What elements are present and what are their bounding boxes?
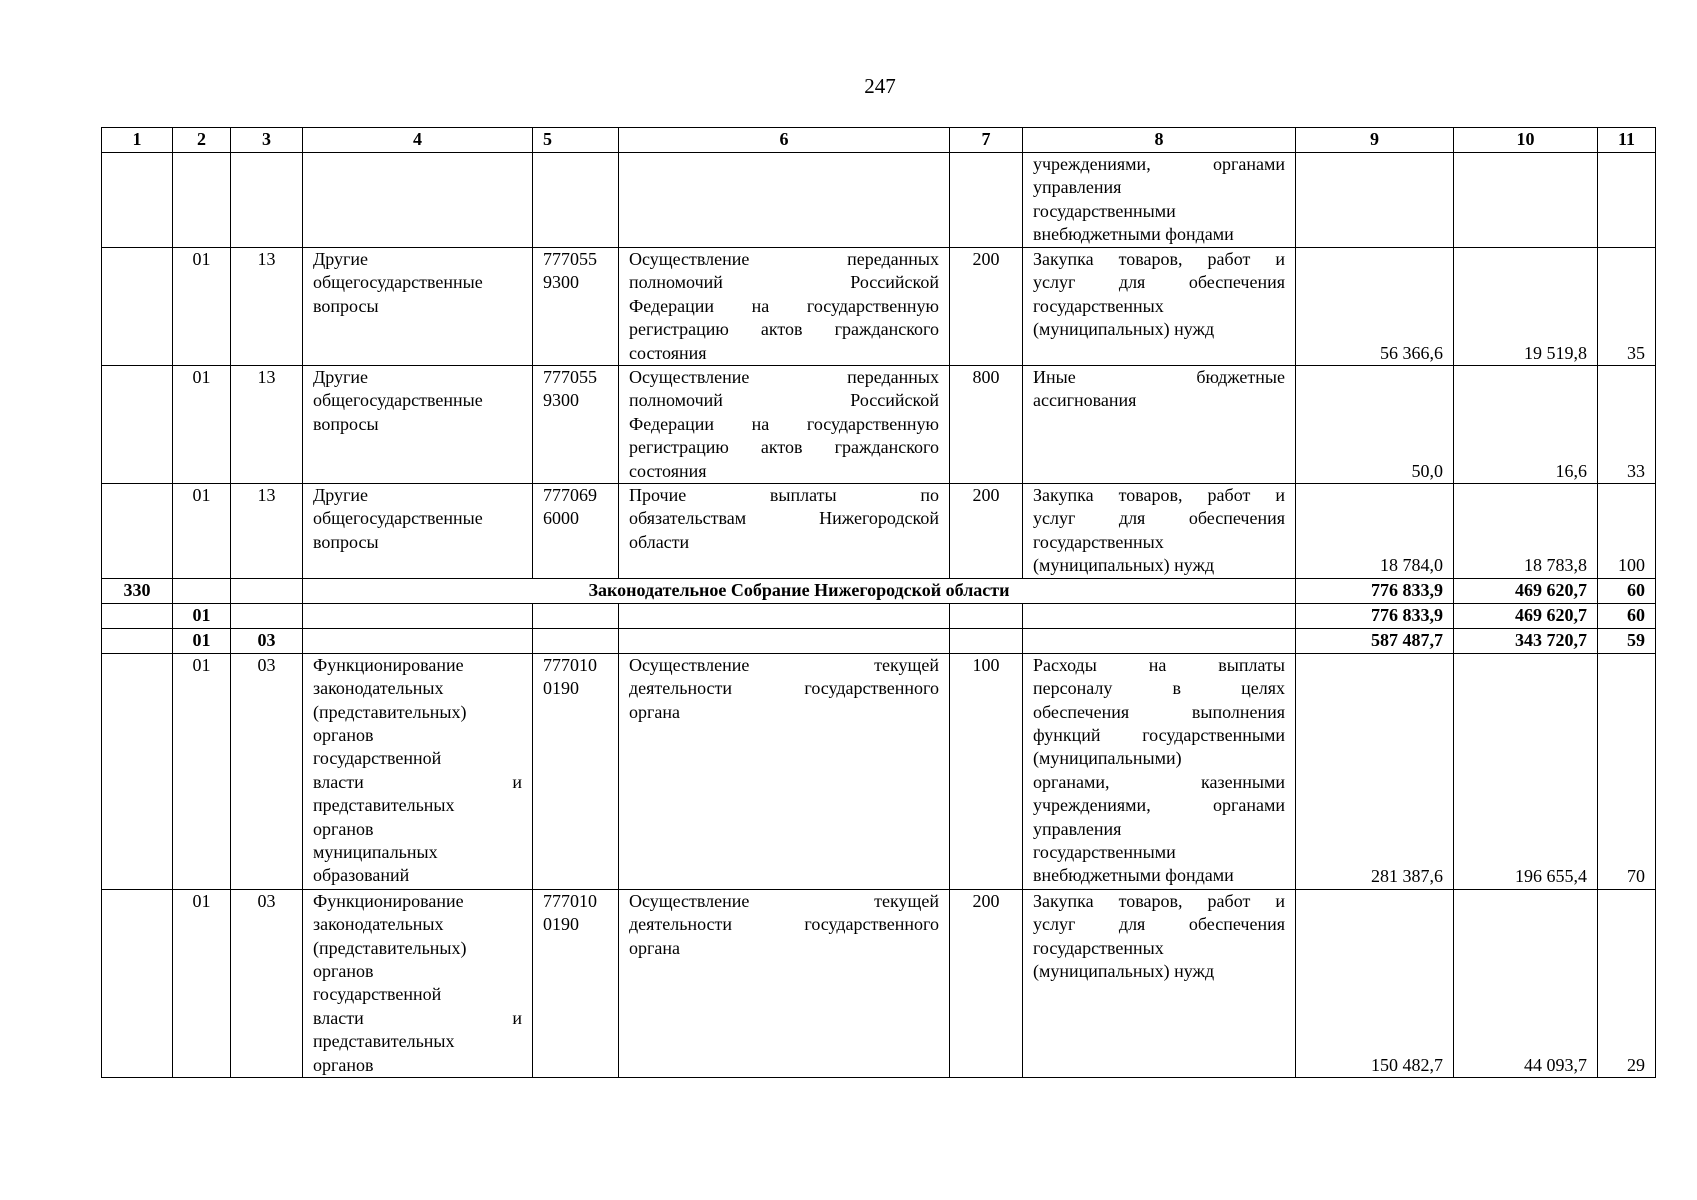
- table-row: [102, 653, 1656, 889]
- executed-amount: 469 620,7: [1454, 603, 1598, 628]
- subsection-code: 03: [231, 889, 303, 1077]
- expense-type-name: Иные бюджетные ассигнования: [1023, 366, 1296, 484]
- section-code: 01: [173, 889, 231, 1077]
- planned-amount: 18 784,0: [1296, 484, 1454, 579]
- target-article-code: 777055 9300: [533, 366, 619, 484]
- expense-type-name: Расходы на выплаты персоналу в целях обеспечения выполнения функций государственными (муниципальными) органами, казенными учреждениями, органами управления государственными внебюджетными фондами: [1023, 653, 1296, 889]
- execution-percent: 60: [1598, 578, 1656, 603]
- expense-type-code: 200: [950, 889, 1023, 1077]
- section-name: Функционирование законодательных (представительных) органов государственной власти и представительных органов муниципальных образований: [303, 653, 533, 889]
- executed-amount: 19 519,8: [1454, 248, 1598, 366]
- header-col-3: 3: [231, 128, 303, 153]
- subsection-code: 13: [231, 366, 303, 484]
- planned-amount: 56 366,6: [1296, 248, 1454, 366]
- expense-type-code: 100: [950, 653, 1023, 889]
- expense-type-code: 800: [950, 366, 1023, 484]
- table-row: [102, 248, 1656, 366]
- execution-percent: 29: [1598, 889, 1656, 1077]
- section-name: Функционирование законодательных (представительных) органов государственной власти и представительных органов: [303, 889, 533, 1077]
- execution-percent: 59: [1598, 628, 1656, 653]
- article-name: Осуществление текущей деятельности государственного органа: [619, 653, 950, 889]
- article-name: Осуществление текущей деятельности государственного органа: [619, 889, 950, 1077]
- expense-type-name: Закупка товаров, работ и услуг для обеспечения государственных (муниципальных) нужд: [1023, 484, 1296, 579]
- execution-percent: 33: [1598, 366, 1656, 484]
- subsection-code: 03: [231, 628, 303, 653]
- header-col-2: 2: [173, 128, 231, 153]
- target-article-code: 777055 9300: [533, 248, 619, 366]
- header-col-11: 11: [1598, 128, 1656, 153]
- header-col-4: 4: [303, 128, 533, 153]
- expense-type-name: Закупка товаров, работ и услуг для обеспечения государственных (муниципальных) нужд: [1023, 248, 1296, 366]
- table-header: [102, 128, 1656, 153]
- header-col-7: 7: [950, 128, 1023, 153]
- planned-amount: 587 487,7: [1296, 628, 1454, 653]
- header-col-5: 5: [533, 128, 619, 153]
- header-col-9: 9: [1296, 128, 1454, 153]
- executed-amount: 343 720,7: [1454, 628, 1598, 653]
- header-col-8: 8: [1023, 128, 1296, 153]
- subsection-code: 13: [231, 248, 303, 366]
- execution-percent: 35: [1598, 248, 1656, 366]
- section-name: Другие общегосударственные вопросы: [303, 248, 533, 366]
- page-number: 247: [864, 74, 896, 98]
- execution-percent: 70: [1598, 653, 1656, 889]
- article-name: Осуществление переданных полномочий Российской Федерации на государственную регистрацию актов гражданского состояния: [619, 248, 950, 366]
- expense-type-code: 200: [950, 484, 1023, 579]
- execution-percent: 100: [1598, 484, 1656, 579]
- section-code: 01: [173, 484, 231, 579]
- section-code: 01: [173, 603, 231, 628]
- section-name: Другие общегосударственные вопросы: [303, 484, 533, 579]
- header-col-10: 10: [1454, 128, 1598, 153]
- subsection-code: 03: [231, 653, 303, 889]
- summary-row-section: [102, 603, 1656, 628]
- subsection-code: 13: [231, 484, 303, 579]
- department-code: 330: [102, 578, 173, 603]
- executed-amount: 469 620,7: [1454, 578, 1598, 603]
- section-code: 01: [173, 366, 231, 484]
- executed-amount: 16,6: [1454, 366, 1598, 484]
- execution-percent: 60: [1598, 603, 1656, 628]
- planned-amount: 776 833,9: [1296, 578, 1454, 603]
- target-article-code: 777069 6000: [533, 484, 619, 579]
- continuation-expense-type: учреждениями, органами управления государственными внебюджетными фондами: [1023, 153, 1296, 248]
- expense-type-code: 200: [950, 248, 1023, 366]
- section-name: Другие общегосударственные вопросы: [303, 366, 533, 484]
- summary-row-subsection: [102, 628, 1656, 653]
- section-code: 01: [173, 653, 231, 889]
- planned-amount: 776 833,9: [1296, 603, 1454, 628]
- section-code: 01: [173, 248, 231, 366]
- article-name: Прочие выплаты по обязательствам Нижегородской области: [619, 484, 950, 579]
- continuation-row: [102, 153, 1656, 248]
- expense-type-name: Закупка товаров, работ и услуг для обеспечения государственных (муниципальных) нужд: [1023, 889, 1296, 1077]
- article-name: Осуществление переданных полномочий Российской Федерации на государственную регистрацию актов гражданского состояния: [619, 366, 950, 484]
- target-article-code: 777010 0190: [533, 653, 619, 889]
- header-col-1: 1: [102, 128, 173, 153]
- executed-amount: 18 783,8: [1454, 484, 1598, 579]
- planned-amount: 50,0: [1296, 366, 1454, 484]
- section-code: 01: [173, 628, 231, 653]
- summary-row-department: [102, 578, 1656, 603]
- target-article-code: 777010 0190: [533, 889, 619, 1077]
- table-row: [102, 889, 1656, 1077]
- executed-amount: 44 093,7: [1454, 889, 1598, 1077]
- table-row: [102, 484, 1656, 579]
- budget-table: [101, 127, 1656, 1078]
- planned-amount: 150 482,7: [1296, 889, 1454, 1077]
- department-title: Законодательное Собрание Нижегородской области: [303, 578, 1296, 603]
- planned-amount: 281 387,6: [1296, 653, 1454, 889]
- header-col-6: 6: [619, 128, 950, 153]
- table-row: [102, 366, 1656, 484]
- executed-amount: 196 655,4: [1454, 653, 1598, 889]
